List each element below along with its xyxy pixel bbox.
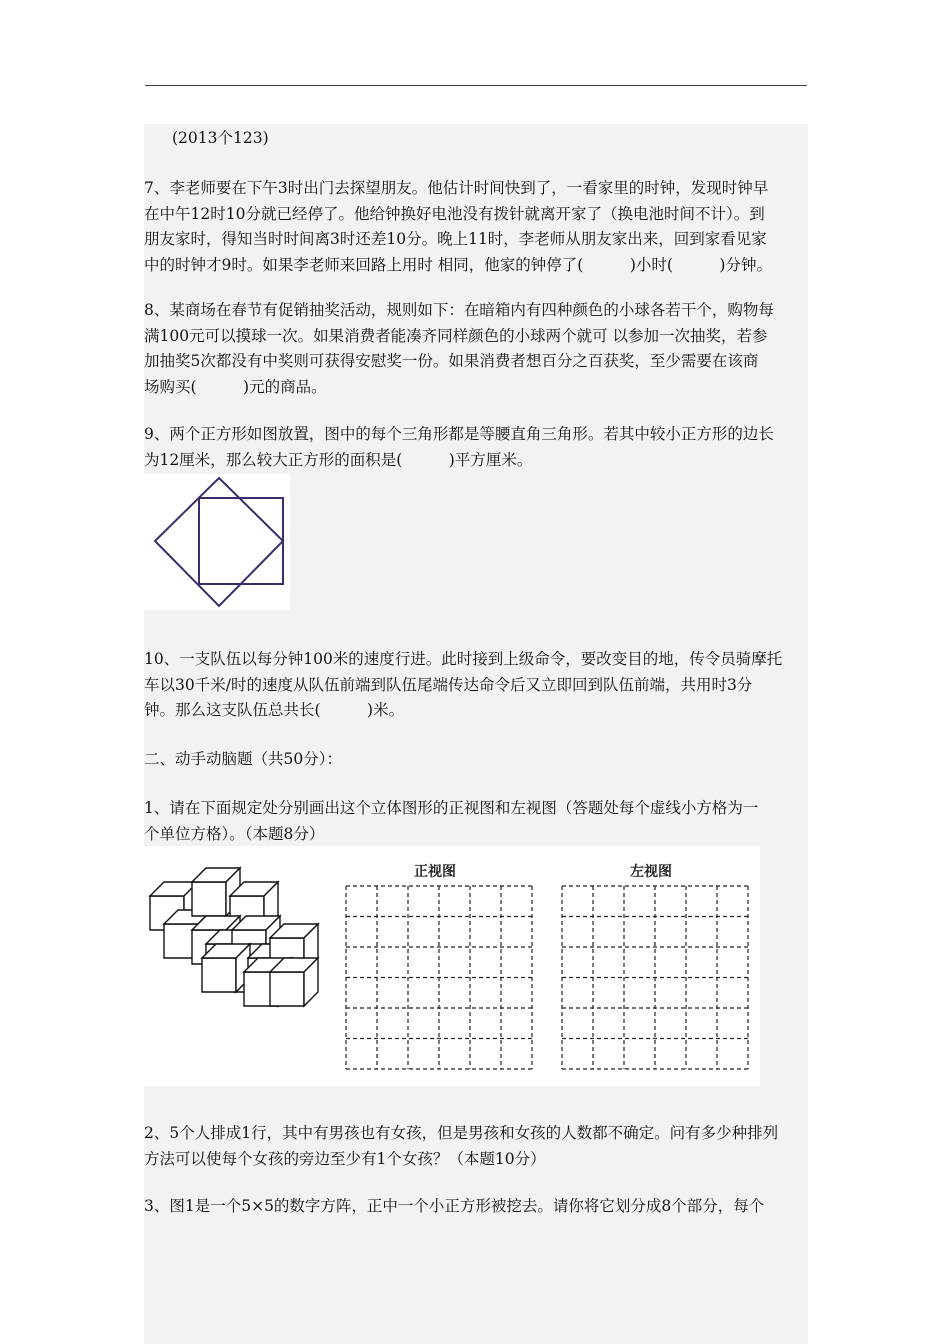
q10-line-1: 10、一支队伍以每分钟100米的速度行进。此时接到上级命令，要改变目的地，传令员骑摩托 xyxy=(144,650,783,668)
q8-line-2: 满100元可以摸球一次。如果消费者能凑齐同样颜色的小球两个就可 以参加一次抽奖，若参 xyxy=(144,326,768,345)
q9-line-2: 为12厘米，那么较大正方形的面积是( )平方厘米。 xyxy=(144,450,533,469)
s2q2-line-2: 方法可以使每个女孩的旁边至少有1个女孩？（本题10分） xyxy=(144,1149,546,1168)
question-9 xyxy=(144,422,808,473)
left-view-label: 左视图 xyxy=(630,864,672,880)
document-body xyxy=(144,124,808,1344)
section-2-question-2 xyxy=(144,1121,808,1172)
cube-face xyxy=(270,972,304,1006)
s2q1-line-2: 个单位方格）。（本题8分） xyxy=(144,824,325,843)
section-2-question-1 xyxy=(144,796,808,847)
q10-line-2: 车以30千米/时的速度从队伍前端到队伍尾端传达命令后又立即回到队伍前端，共用时3分 xyxy=(144,675,753,694)
q8-line-1: 8、某商场在春节有促销抽奖活动，规则如下：在暗箱内有四种颜色的小球各若干个，购物每 xyxy=(144,301,774,319)
two-squares-figure xyxy=(144,474,290,610)
s2q2-line-1: 2、5个人排成1行，其中有男孩也有女孩，但是男孩和女孩的人数都不确定。问有多少种排列 xyxy=(144,1124,779,1142)
s2q1-line-1: 1、请在下面规定处分别画出这个立体图形的正视图和左视图（答题处每个虚线小方格为一 xyxy=(144,799,759,817)
question-7 xyxy=(144,176,808,278)
q10-line-3: 钟。那么这支队伍总共长( )米。 xyxy=(144,701,405,719)
q7-line-2: 在中午12时10分就已经停了。他给钟换好电池没有拨针就离开家了（换电池时间不计）。到 xyxy=(144,204,765,223)
header-rule xyxy=(145,85,807,86)
q8-line-4: 场购买( )元的商品。 xyxy=(144,377,327,396)
question-10 xyxy=(144,647,808,724)
s2q3-line-1: 3、图1是一个5×5的数字方阵，正中一个小正方形被挖去。请你将它划分成8个部分，每个 xyxy=(144,1197,765,1215)
section-2-question-3 xyxy=(144,1194,808,1220)
front-view-label: 正视图 xyxy=(414,864,456,880)
cube-face xyxy=(202,958,236,992)
question-8 xyxy=(144,298,808,400)
cube-face xyxy=(192,882,226,916)
q7-line-3: 朋友家时，得知当时时间离3时还差10分。晚上11时，李老师从朋友家出来，回到家看见家 xyxy=(144,230,767,248)
q7-line-4: 中的时钟才9时。如果李老师来回路上用时 相同，他家的钟停了( )小时( )分钟。 xyxy=(144,255,772,274)
q9-line-1: 9、两个正方形如图放置，图中的每个三角形都是等腰直角三角形。若其中较小正方形的边长 xyxy=(144,425,774,443)
q7-line-1: 7、李老师要在下午3时出门去探望朋友。他估计时间快到了，一看家里的时钟，发现时钟早 xyxy=(144,179,769,197)
section-2-title: 二、动手动脑题（共50分）： xyxy=(144,750,342,768)
header-note: (2013个123) xyxy=(172,129,269,147)
q8-line-3: 加抽奖5次都没有中奖则可获得安慰奖一份。如果消费者想百分之百获奖，至少需要在该商 xyxy=(144,352,759,370)
three-view-figure xyxy=(144,846,760,1086)
